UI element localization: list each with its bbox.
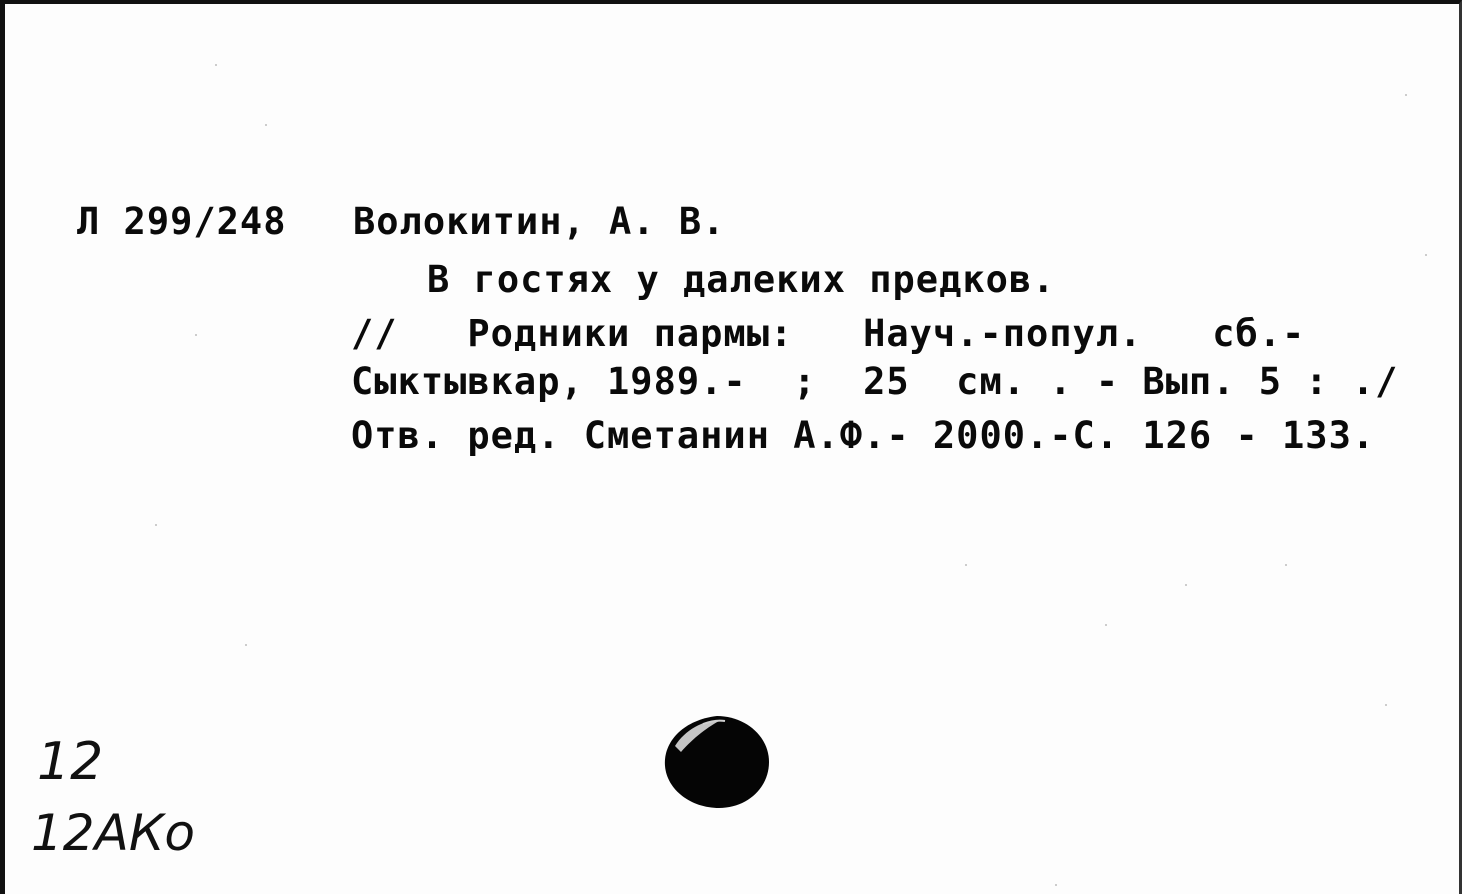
handwritten-note: 12 — [37, 732, 104, 792]
description-line: Сыктывкар, 1989.- ; 25 см. . - Вып. 5 : ./ — [351, 360, 1399, 403]
call-number: Л 299/248 — [77, 200, 287, 243]
paper-speck — [245, 644, 247, 646]
paper-speck — [195, 334, 197, 336]
description-line: // Родники пармы: Науч.-попул. сб.- — [351, 312, 1306, 355]
paper-speck — [155, 524, 157, 526]
paper-speck — [1425, 254, 1427, 256]
paper-speck — [1285, 564, 1287, 566]
paper-speck — [1405, 94, 1407, 96]
description-line: Отв. ред. Сметанин А.Ф.- 2000.-С. 126 - 133. — [351, 414, 1376, 457]
handwritten-note: 12АКо — [31, 804, 195, 862]
paper-speck — [1055, 884, 1057, 886]
punch-hole-icon — [663, 712, 771, 810]
paper-speck — [1185, 584, 1187, 586]
paper-speck — [965, 564, 967, 566]
author-name: Волокитин, А. В. — [353, 200, 726, 243]
paper-speck — [1385, 704, 1387, 706]
paper-speck — [1105, 624, 1107, 626]
work-title: В гостях у далеких предков. — [427, 258, 1056, 301]
paper-speck — [265, 124, 267, 126]
paper-speck — [215, 64, 217, 66]
